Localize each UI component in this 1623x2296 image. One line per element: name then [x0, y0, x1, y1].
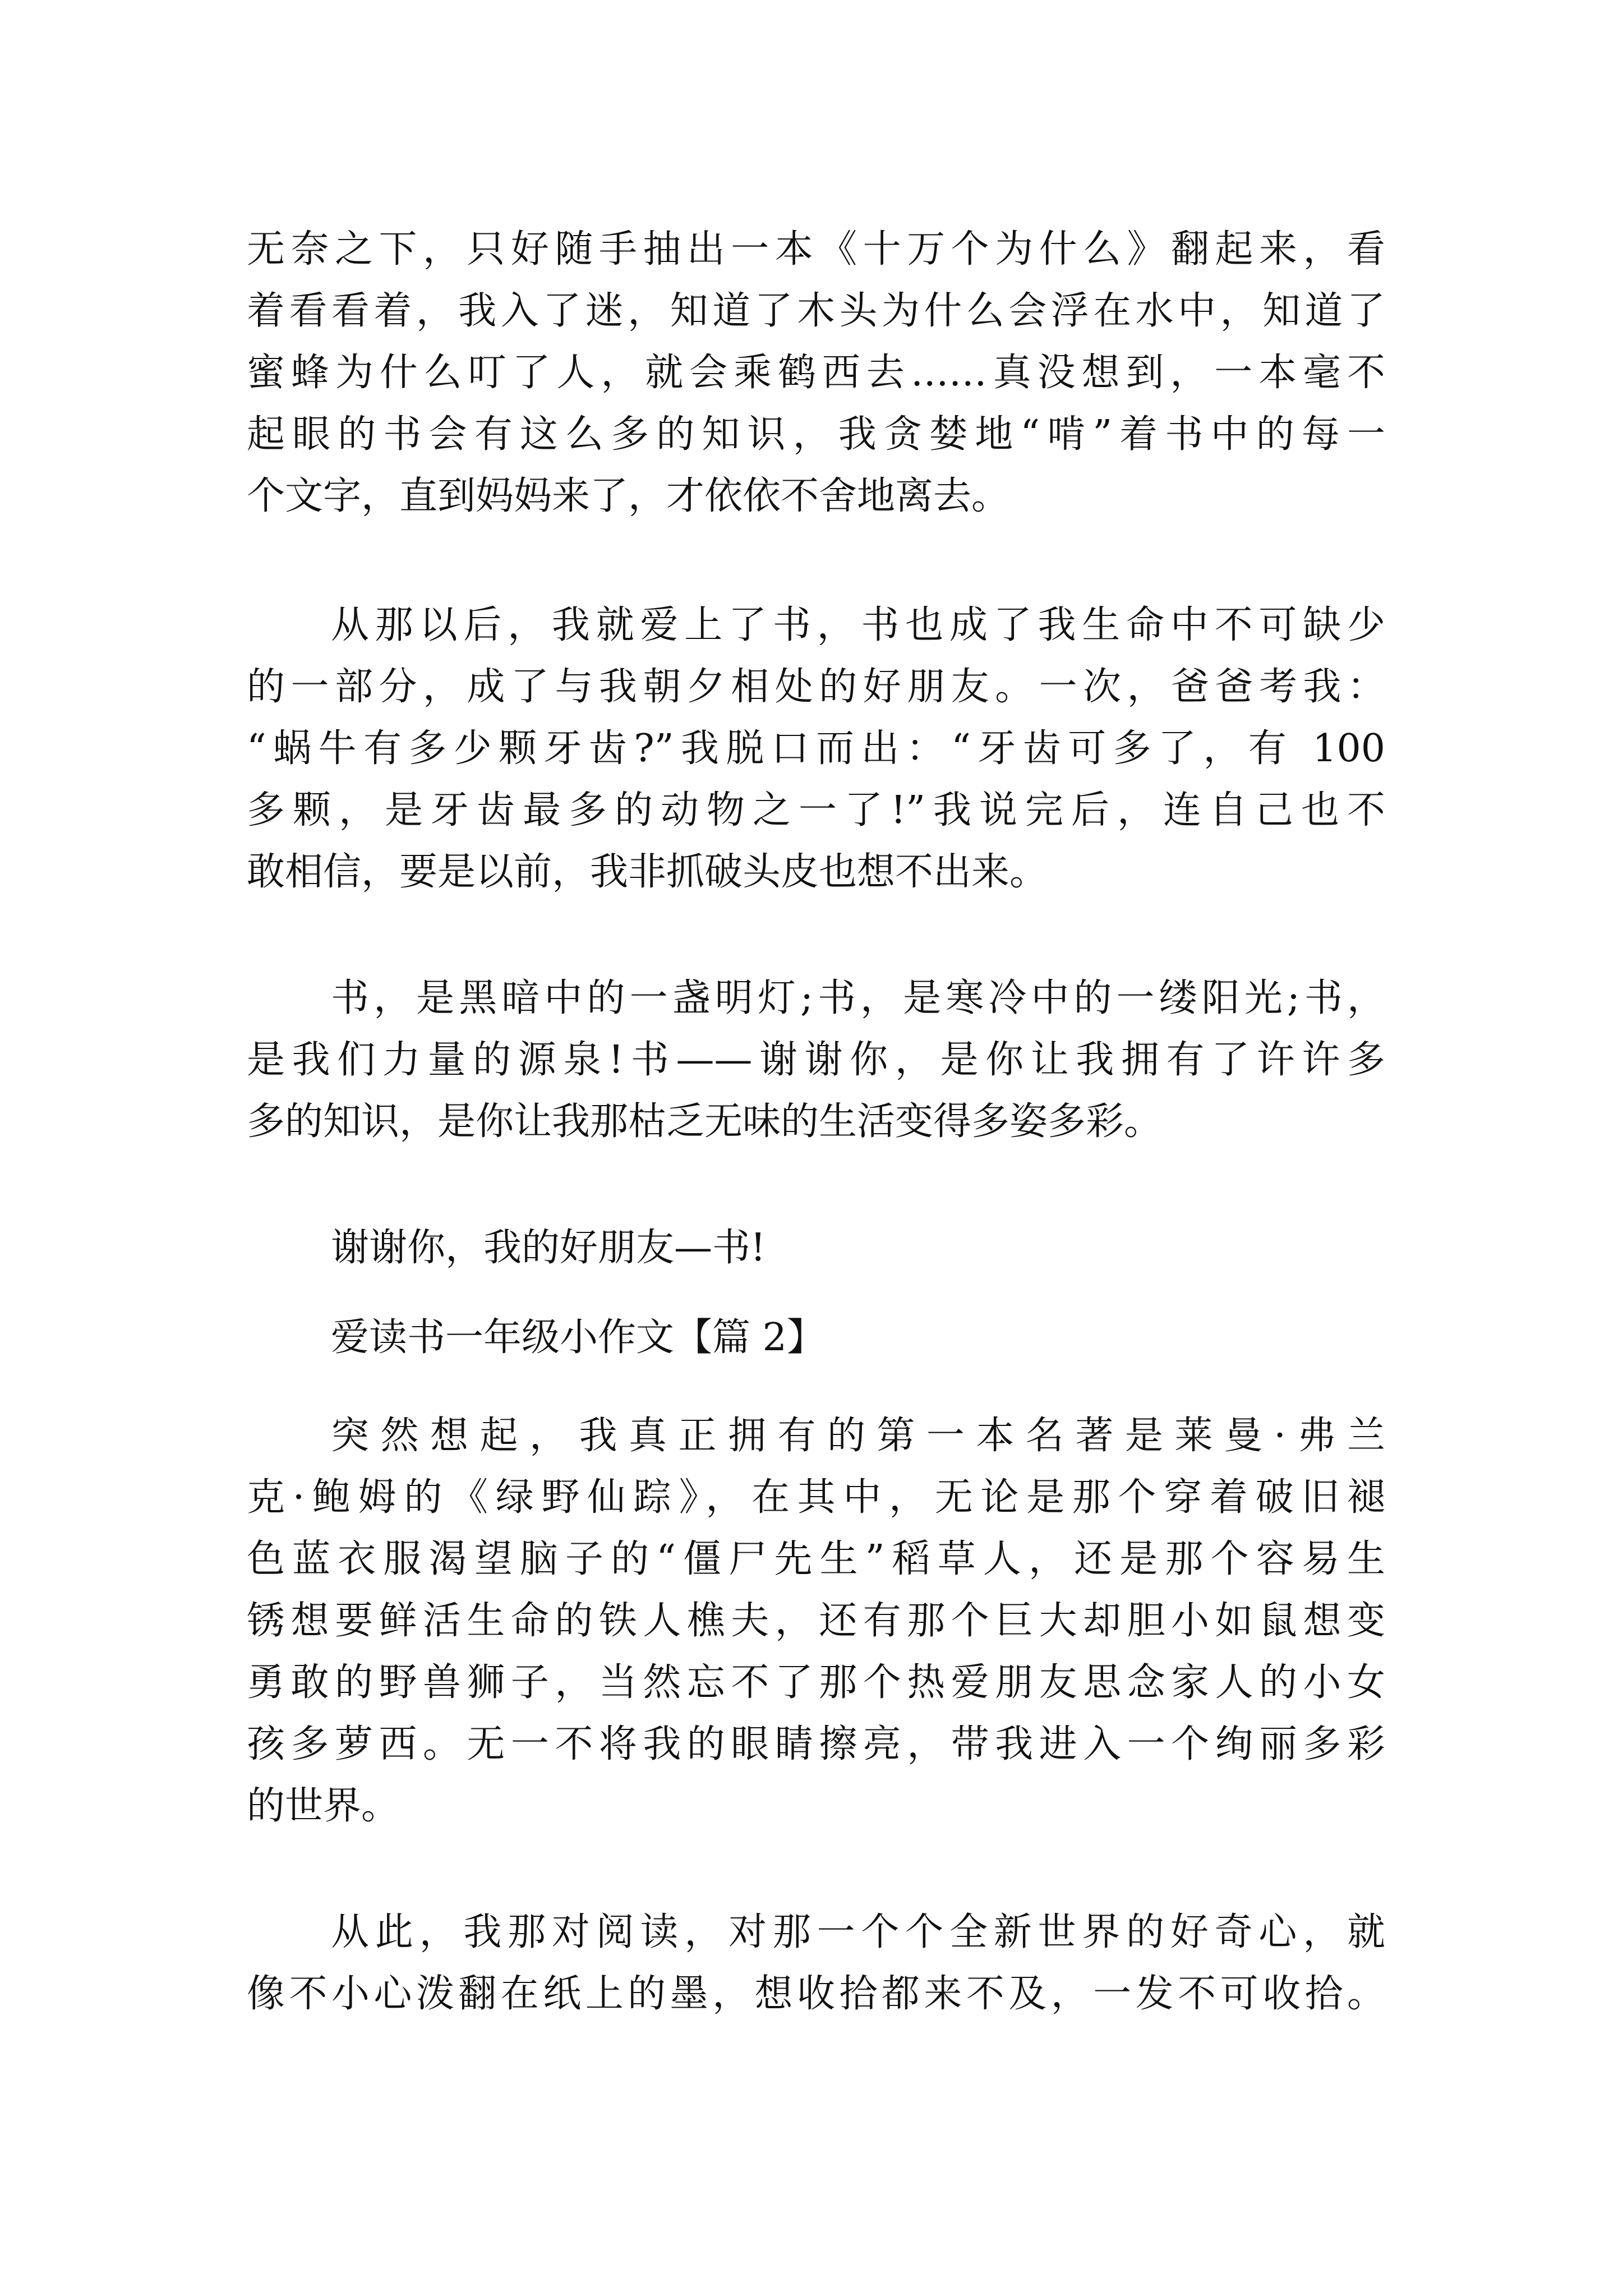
paragraph-first-line: 书，是黑暗中的一盏明灯;书，是寒冷中的一缕阳光;书，: [331, 976, 1385, 1020]
closing-line: 谢谢你，我的好朋友—书!: [331, 1226, 766, 1270]
paragraph-first-line: 突然想起，我真正拥有的第一本名著是莱曼·弗兰: [331, 1414, 1385, 1458]
text-line: 的一部分，成了与我朝夕相处的好朋友。一次，爸爸考我：: [247, 665, 1385, 709]
text-line: 着看看着，我入了迷，知道了木头为什么会浮在水中，知道了: [247, 289, 1385, 333]
paragraph-first-line: 从此，我那对阅读，对那一个个全新世界的好奇心，就: [331, 1910, 1385, 1954]
text-line: 是我们力量的源泉!书——谢谢你，是你让我拥有了许许多: [247, 1038, 1385, 1082]
paragraph-first-line: 从那以后，我就爱上了书，书也成了我生命中不可缺少: [331, 603, 1385, 647]
text-line: 多的知识，是你让我那枯乏无味的生活变得多姿多彩。: [247, 1099, 1163, 1144]
text-line: 勇敢的野兽狮子，当然忘不了那个热爱朋友思念家人的小女: [247, 1660, 1385, 1705]
text-line: 蜜蜂为什么叮了人，就会乘鹤西去……真没想到，一本毫不: [247, 351, 1385, 395]
section-heading: 爱读书一年级小作文【篇 2】: [331, 1315, 825, 1360]
text-line: 锈想要鲜活生命的铁人樵夫，还有那个巨大却胆小如鼠想变: [247, 1599, 1385, 1643]
text-line: 个文字，直到妈妈来了，才依依不舍地离去。: [247, 474, 1010, 518]
text-line: “蜗牛有多少颗牙齿?”我脱口而出：“牙齿可多了，有 100: [247, 726, 1385, 771]
text-line: 克·鲍姆的《绿野仙踪》，在其中，无论是那个穿着破旧褪: [247, 1475, 1385, 1520]
text-line: 像不小心泼翻在纸上的墨，想收拾都来不及，一发不可收拾。: [247, 1972, 1385, 2016]
text-line: 的世界。: [247, 1784, 400, 1828]
text-line: 色蓝衣服渴望脑子的“僵尸先生”稻草人，还是那个容易生: [247, 1537, 1385, 1581]
text-line: 多颗，是牙齿最多的动物之一了!”我说完后，连自己也不: [247, 788, 1385, 832]
text-line: 起眼的书会有这么多的知识，我贪婪地“啃”着书中的每一: [247, 412, 1385, 457]
text-line: 孩多萝西。无一不将我的眼睛擦亮，带我进入一个绚丽多彩: [247, 1722, 1385, 1766]
text-line: 无奈之下，只好随手抽出一本《十万个为什么》翻起来，看: [247, 227, 1385, 272]
text-line: 敢相信，要是以前，我非抓破头皮也想不出来。: [247, 850, 1048, 894]
